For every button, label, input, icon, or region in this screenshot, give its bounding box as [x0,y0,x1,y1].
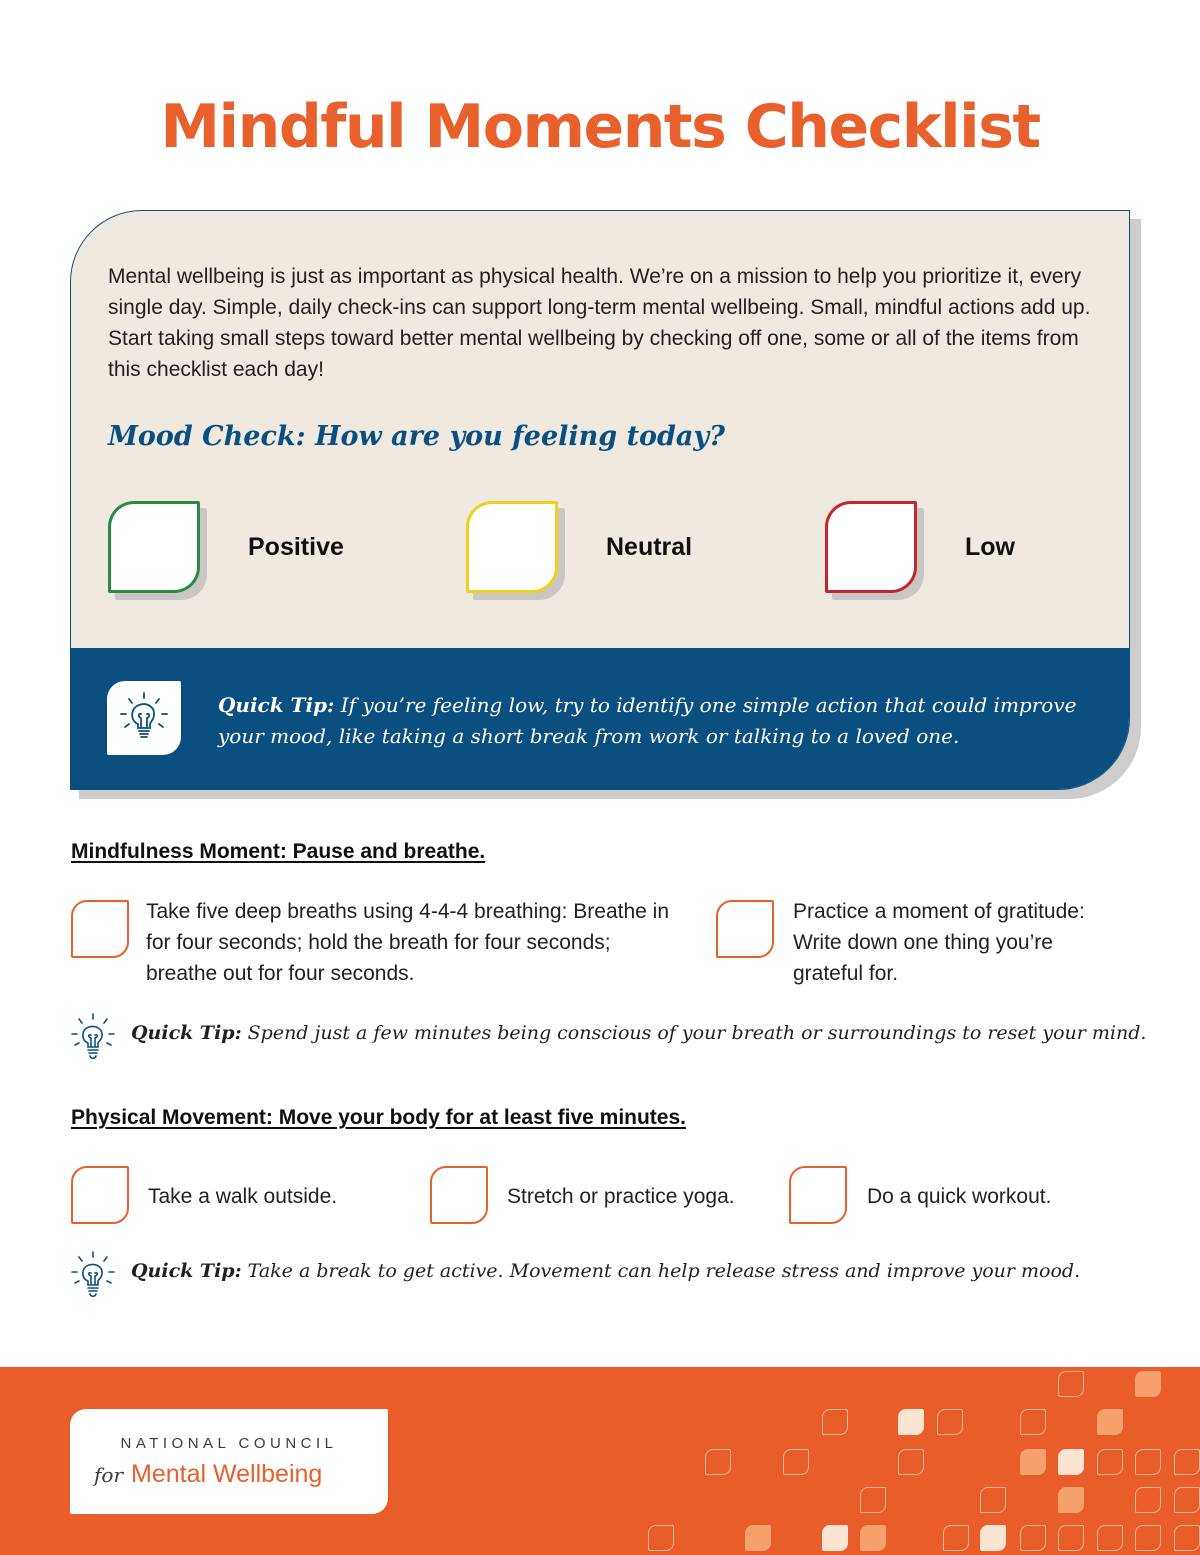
item-breathing: Take five deep breaths using 4-4-4 breathing: Breathe in for four seconds; hold the breath for four seconds; breathe out for four seconds. [146,900,670,985]
logo-line-2: for Mental Wellbeing [94,1460,323,1488]
mindfulness-quick-tip [70,1012,1150,1062]
mood-checkbox-neutral[interactable] [466,501,558,593]
item-walk: Take a walk outside. [148,1185,338,1208]
quick-tip-text: Quick Tip: If you’re feeling low, try to identify one simple action that could improve your mood, like taking a short break from work or talking to a loved one. [218,693,1077,748]
footer-band [0,1367,1200,1555]
mood-label-low: Low [965,533,1015,561]
organization-logo [70,1409,388,1514]
mood-label-neutral: Neutral [606,533,693,561]
movement-tip-text: Quick Tip: Take a break to get active. Movement can help release stress and improve your mood. [131,1260,1081,1282]
checkbox-breathing[interactable] [71,900,129,958]
mood-checkbox-positive[interactable] [108,501,200,593]
mood-label-positive: Positive [248,533,344,561]
logo-line-1: NATIONAL COUNCIL [120,1435,338,1452]
mood-checkbox-low[interactable] [825,501,917,593]
item-gratitude: Practice a moment of gratitude: Write down one thing you’re grateful for. [793,900,1085,985]
checkbox-walk[interactable] [71,1166,129,1224]
mindfulness-heading: Mindfulness Moment: Pause and breathe. [71,840,486,863]
intro-text: Mental wellbeing is just as important as physical health. We’re on a mission to help you prioritize it, every single day. Simple, daily check-ins can support long-term mental wellbeing. Small, mindful actions add up. Start taking small steps toward better mental wellbeing by checking off one, some or all of the items from this checklist each day! [108,265,1091,381]
checkbox-workout[interactable] [789,1166,847,1224]
item-yoga: Stretch or practice yoga. [507,1185,735,1208]
lightbulb-icon [107,681,181,755]
lightbulb-icon [70,1012,116,1062]
mood-check-heading: Mood Check: How are you feeling today? [108,421,725,452]
lightbulb-icon [70,1250,116,1300]
quick-tip-band [71,648,1130,790]
movement-heading: Physical Movement: Move your body for at least five minutes. [71,1106,686,1129]
item-workout: Do a quick workout. [867,1185,1052,1208]
page-title: Mindful Moments Checklist [160,92,1040,162]
checkbox-gratitude[interactable] [716,900,774,958]
checkbox-yoga[interactable] [430,1166,488,1224]
intro-card [70,210,1130,790]
movement-quick-tip [70,1250,1150,1300]
mindfulness-tip-text: Quick Tip: Spend just a few minutes being conscious of your breath or surroundings to reset your mind. [131,1022,1147,1044]
